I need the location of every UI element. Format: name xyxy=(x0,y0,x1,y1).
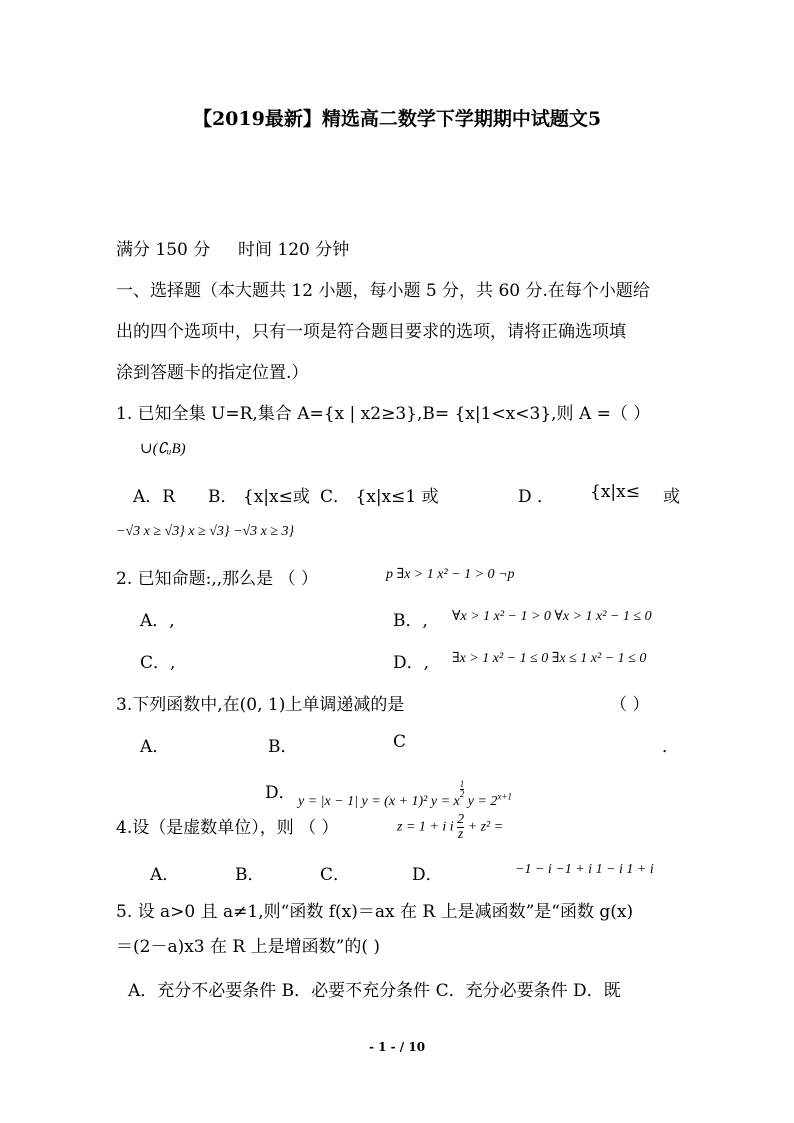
q3-stem: 3.下列函数中,在(0, 1)上单调递减的是 xyxy=(116,695,405,715)
q1-option-d: D ． xyxy=(518,487,555,507)
q2-stem-math: p ∃x > 1 x² − 1 > 0 ¬p xyxy=(386,567,515,582)
q3-option-d: D． xyxy=(265,783,296,803)
q1-option-d-or: 或 xyxy=(663,487,680,507)
q3-exponent: x+1 xyxy=(497,791,512,802)
q1-option-c: C． {x|x≤1 或 xyxy=(320,487,439,507)
q1-expression: ∪(∁ᵤB) xyxy=(140,441,186,457)
page-number: - 1 - / 10 xyxy=(368,1040,426,1054)
q3-functions-text: y = |x − 1| y = (x + 1)² y = x xyxy=(298,794,460,809)
q5-line-2: ＝(2－a)x3 在 R 上是增函数”的( ) xyxy=(116,937,380,957)
q3-fraction-den: 2 xyxy=(459,789,465,799)
q4-option-c: C． xyxy=(320,865,351,885)
q3-option-d-math xyxy=(298,780,512,810)
q2-option-b-math: ∀x > 1 x² − 1 > 0 ∀x > 1 x² − 1 ≤ 0 xyxy=(452,609,652,624)
q1-math-line: −√3 x ≥ √3} x ≥ √3} −√3 x ≥ 3} xyxy=(116,524,295,539)
q4-option-a: A． xyxy=(150,865,180,885)
section-header-line-1: 一、选择题（本大题共 12 小题，每小题 5 分，共 60 分.在每个小题给 xyxy=(116,281,650,301)
q5-options-line: A．充分不必要条件 B．必要不充分条件 C．充分必要条件 D．既 xyxy=(128,981,621,1001)
q4-stem: 4.设（是虚数单位），则 （ ） xyxy=(116,818,339,838)
q4-math-part-2: + z² = xyxy=(467,819,504,835)
q4-fraction-num: 2 xyxy=(457,812,465,827)
q2-option-d: D．, xyxy=(393,653,430,673)
q5-line-1: 5. 设 a>0 且 a≠1,则“函数 f(x)＝ax 在 R 上是减函数”是“函数 g(x) xyxy=(116,902,634,922)
q2-option-c: C．, xyxy=(140,653,176,673)
q4-stem-math xyxy=(397,813,503,842)
q1-option-d-set: {x|x≤ xyxy=(590,482,640,502)
q2-option-a: A．, xyxy=(140,611,175,631)
section-header-line-3: 涂到答题卡的指定位置.） xyxy=(116,363,309,383)
q3-option-b: B． xyxy=(268,737,298,757)
q4-option-b: B． xyxy=(235,865,265,885)
q1-option-a: A．R xyxy=(133,487,176,507)
q1-stem: 1. 已知全集 U=R,集合 A={x | x2≥3},B= {x|1<x<3},则 A =（ ） xyxy=(116,404,651,424)
q2-option-b: B．, xyxy=(393,611,428,631)
q3-fraction-num: 1 xyxy=(459,779,465,789)
q4-option-d: D． xyxy=(412,865,443,885)
score-label: 满分 150 分 xyxy=(116,240,211,260)
q2-option-d-math: ∃x > 1 x² − 1 ≤ 0 ∃x ≤ 1 x² − 1 ≤ 0 xyxy=(452,651,647,666)
q3-option-c: C xyxy=(393,732,407,752)
q3-option-a: A． xyxy=(140,737,170,757)
page-title: 【2019最新】精选高二数学下学期期中试题文5 xyxy=(192,108,602,130)
q4-math-part-1: z = 1 + i i xyxy=(397,819,454,835)
q3-answer-paren: （ ） xyxy=(610,695,650,715)
time-label: 时间 120 分钟 xyxy=(238,240,350,260)
section-header-line-2: 出的四个选项中，只有一项是符合题目要求的选项，请将正确选项填 xyxy=(116,322,626,342)
q3-dot: ． xyxy=(662,737,679,757)
q4-fraction xyxy=(457,813,464,842)
q4-options-math: −1 − i −1 + i 1 − i 1 + i xyxy=(515,862,654,877)
q2-stem: 2. 已知命题:,,那么是 （ ） xyxy=(116,569,318,589)
q1-option-b: B． {x|x≤或 xyxy=(208,487,310,507)
q3-functions-text-2: y = 2 xyxy=(464,794,498,809)
q4-fraction-den: z xyxy=(457,827,464,842)
